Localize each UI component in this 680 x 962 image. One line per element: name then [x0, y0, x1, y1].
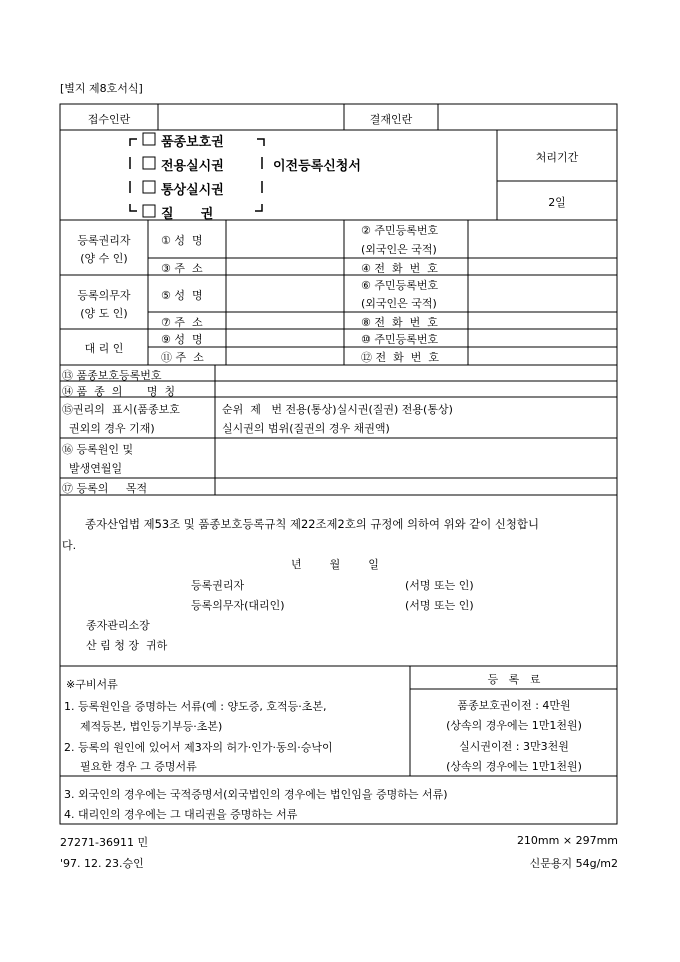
paper-type: 신문용지 54g/m2: [529, 857, 618, 870]
transferee-sub: (양 수 인): [80, 252, 128, 265]
transferor-phone-label: ⑧ 전 화 번 호: [361, 316, 438, 329]
transferor-address-label: ⑦ 주 소: [161, 316, 203, 329]
transferee-name-label: ① 성 명: [161, 234, 203, 247]
document-3: 3. 외국인의 경우에는 국적증명서(외국법인의 경우에는 법인임을 증명하는 서류): [64, 788, 448, 801]
transferor-sub: (양 도 인): [80, 307, 128, 320]
fee-title: 등 록 료: [487, 673, 541, 686]
processing-period-value: 2일: [548, 196, 566, 209]
transferee-id-label: ② 주민등록번호: [361, 224, 439, 237]
transferor-name-label: ⑤ 성 명: [161, 289, 203, 302]
transferor-id-label: ⑥ 주민등록번호: [361, 279, 439, 292]
fee-line-2: (상속의 경우에는 1만1천원): [446, 719, 582, 732]
approval-stamp-label: 결재인란: [369, 113, 413, 126]
agent-label: 대 리 인: [84, 342, 124, 355]
fee-line-4: (상속의 경우에는 1만1천원): [446, 760, 582, 773]
applicant-obligor-label: 등록의무자(대리인): [191, 599, 285, 612]
fee-line-1: 품종보호권이전 : 4만원: [457, 699, 571, 712]
transferee-phone-label: ④ 전 화 번 호: [361, 262, 438, 275]
document-1b: 제적등본, 법인등기부등·초본): [80, 720, 223, 733]
option-exclusive-license[interactable]: 전용실시권: [161, 159, 224, 174]
applicant-holder-label: 등록권리자: [191, 579, 245, 592]
addressee-line-2: 산 림 청 장 귀하: [86, 639, 168, 652]
transferor-id-sub: (외국인은 국적): [361, 297, 437, 310]
option-pledge[interactable]: 질 권: [161, 207, 214, 222]
right-display-label-1: ⑮권리의 표시(품종보호: [62, 403, 180, 416]
option-variety-right[interactable]: 품종보호권: [161, 135, 224, 150]
agent-name-label: ⑨ 성 명: [161, 333, 203, 346]
declaration-line-2: 다.: [62, 539, 77, 552]
variety-name-label: ⑭ 품 종 의 명 칭: [62, 385, 176, 398]
right-display-label-2: 권외의 경우 기재): [62, 422, 155, 435]
cause-label-2: 발생연월일: [62, 462, 123, 475]
document-2a: 2. 등록의 원인에 있어서 제3자의 허가·인가·동의·승낙이: [64, 741, 333, 754]
document-2b: 필요한 경우 그 증명서류: [80, 760, 197, 773]
addressee-line-1: 종자관리소장: [86, 619, 150, 632]
transferor-label: 등록의무자: [77, 289, 131, 302]
document-4: 4. 대리인의 경우에는 그 대리권을 증명하는 서류: [64, 808, 298, 821]
transferee-id-sub: (외국인은 국적): [361, 243, 437, 256]
form-code: 27271-36911 민: [60, 836, 149, 849]
right-display-detail-1: 순위 제 번 전용(통상)실시권(질권) 전용(통상): [222, 403, 453, 416]
agent-id-label: ⑩ 주민등록번호: [361, 333, 439, 346]
paper-size: 210mm × 297mm: [516, 834, 618, 847]
signature-hint-2: (서명 또는 인): [405, 599, 474, 612]
purpose-label: ⑰ 등록의 목적: [62, 482, 148, 495]
form-title: 이전등록신청서: [273, 159, 361, 174]
transferee-label: 등록권리자: [77, 234, 131, 247]
date-line: 년 월 일: [291, 558, 379, 571]
signature-hint-1: (서명 또는 인): [405, 579, 474, 592]
right-display-detail-2: 실시권의 범위(질권의 경우 채권액): [222, 422, 390, 435]
form-number: [별지 제8호서식]: [60, 82, 143, 95]
required-documents-title: ※구비서류: [66, 678, 118, 691]
registration-number-label: ⑬ 품종보호등록번호: [62, 369, 162, 382]
document-1a: 1. 등록원인을 증명하는 서류(예 : 양도증, 호적등·초본,: [64, 700, 327, 713]
approval-date: '97. 12. 23.승인: [60, 857, 144, 870]
agent-phone-label: ⑫ 전 화 번 호: [361, 351, 439, 364]
option-ordinary-license[interactable]: 통상실시권: [161, 183, 224, 198]
agent-address-label: ⑪ 주 소: [161, 351, 204, 364]
declaration-line-1: 종자산업법 제53조 및 품종보호등록규칙 제22조제2호의 규정에 의하여 위와 같이 신청합니: [85, 517, 539, 531]
transferee-address-label: ③ 주 소: [161, 262, 203, 275]
processing-period-label: 처리기간: [535, 151, 579, 164]
cause-label-1: ⑯ 등록원인 및: [62, 443, 134, 456]
reception-stamp-label: 접수인란: [87, 113, 131, 126]
fee-line-3: 실시권이전 : 3만3천원: [459, 740, 569, 753]
